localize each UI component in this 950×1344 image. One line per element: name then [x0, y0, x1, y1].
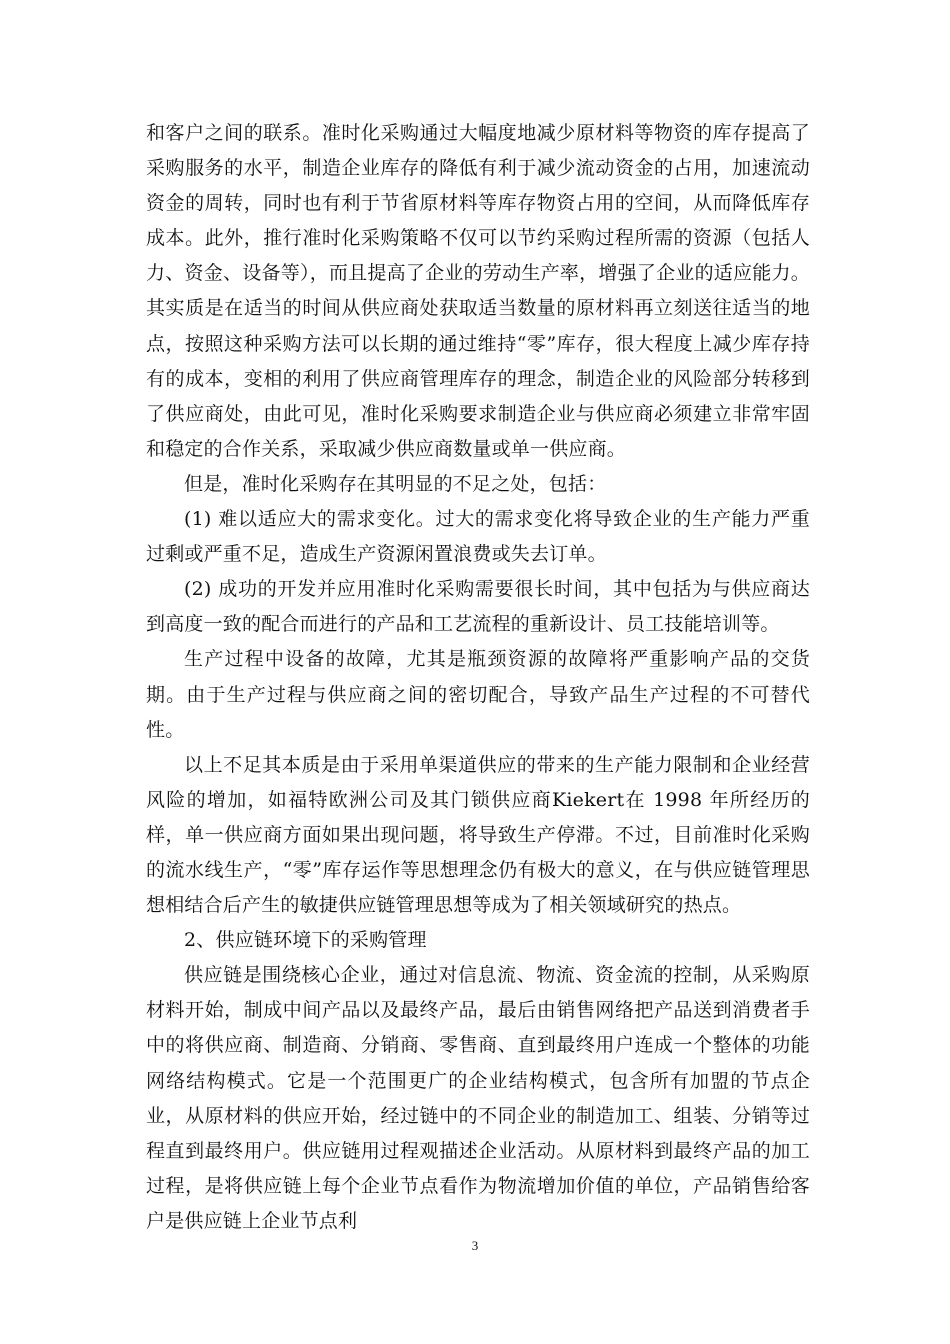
- section-heading-supply-chain-procurement: 2、供应链环境下的采购管理: [184, 929, 427, 952]
- paragraph-jit-shortcomings-intro: 但是，准时化采购存在其明显的不足之处，包括：: [184, 472, 607, 495]
- paragraph-shortcoming-2: (2) 成功的开发并应用准时化采购需要很长时间，其中包括为与供应商达到高度一致的配合而进行的产品和工艺流程的重新设计、员工技能培训等。: [146, 578, 810, 636]
- paragraph-shortcoming-1: (1) 难以适应大的需求变化。过大的需求变化将导致企业的生产能力严重过剩或严重不足，造成生产资源闲置浪费或失去订单。: [146, 508, 810, 566]
- paragraph-equipment-failure: 生产过程中设备的故障，尤其是瓶颈资源的故障将严重影响产品的交货期。由于生产过程与供应商之间的密切配合，导致产品生产过程的不可替代性。: [146, 648, 810, 741]
- paragraph-jit-benefits: 和客户之间的联系。准时化采购通过大幅度地减少原材料等物资的库存提高了采购服务的水平，制造企业库存的降低有利于减少流动资金的占用，加速流动资金的周转，同时也有利于节省原材料等库存物资占用的空间，从而降低库存成本。此外，推行准时化采购策略不仅可以节约采购过程所需的资源（包括人力、资金、设备等），而且提高了企业的劳动生产率，增强了企业的适应能力。其实质是在适当的时间从供应商处获取适当数量的原材料再立刻送往适当的地点，按照这种采购方法可以长期的通过维持“零”库存，很大程度上减少库存持有的成本，变相的利用了供应商管理库存的理念，制造企业的风险部分转移到了供应商处，由此可见，准时化采购要求制造企业与供应商必须建立非常牢固和稳定的合作关系，采取减少供应商数量或单一供应商。: [146, 122, 810, 460]
- paragraph-supply-chain-definition: 供应链是围绕核心企业，通过对信息流、物流、资金流的控制，从采购原材料开始，制成中间产品以及最终产品，最后由销售网络把产品送到消费者手中的将供应商、制造商、分销商、零售商、直到最终用户连成一个整体的功能网络结构模式。它是一个范围更广的企业结构模式，包含所有加盟的节点企业，从原材料的供应开始，经过链中的不同企业的制造加工、组装、分销等过程直到最终用户。供应链用过程观描述企业活动。从原材料到最终产品的加工过程，是将供应链上每个企业节点看作为物流增加价值的单位，产品销售给客户是供应链上企业节点利: [146, 964, 810, 1232]
- paragraph-single-source-risk: 以上不足其本质是由于采用单渠道供应的带来的生产能力限制和企业经营风险的增加，如福特欧洲公司及其门锁供应商Kiekert在 1998 年所经历的样，单一供应商方面如果出现问题，将导致生产停滞。不过，目前准时化采购的流水线生产，“零”库存运作等思想理念仍有极大的意义，在与供应链管理思想相结合后产生的敏捷供应链管理思想等成为了相关领域研究的热点。: [146, 753, 810, 917]
- document-body: [146, 116, 810, 1239]
- page-number: 3: [471, 1238, 479, 1253]
